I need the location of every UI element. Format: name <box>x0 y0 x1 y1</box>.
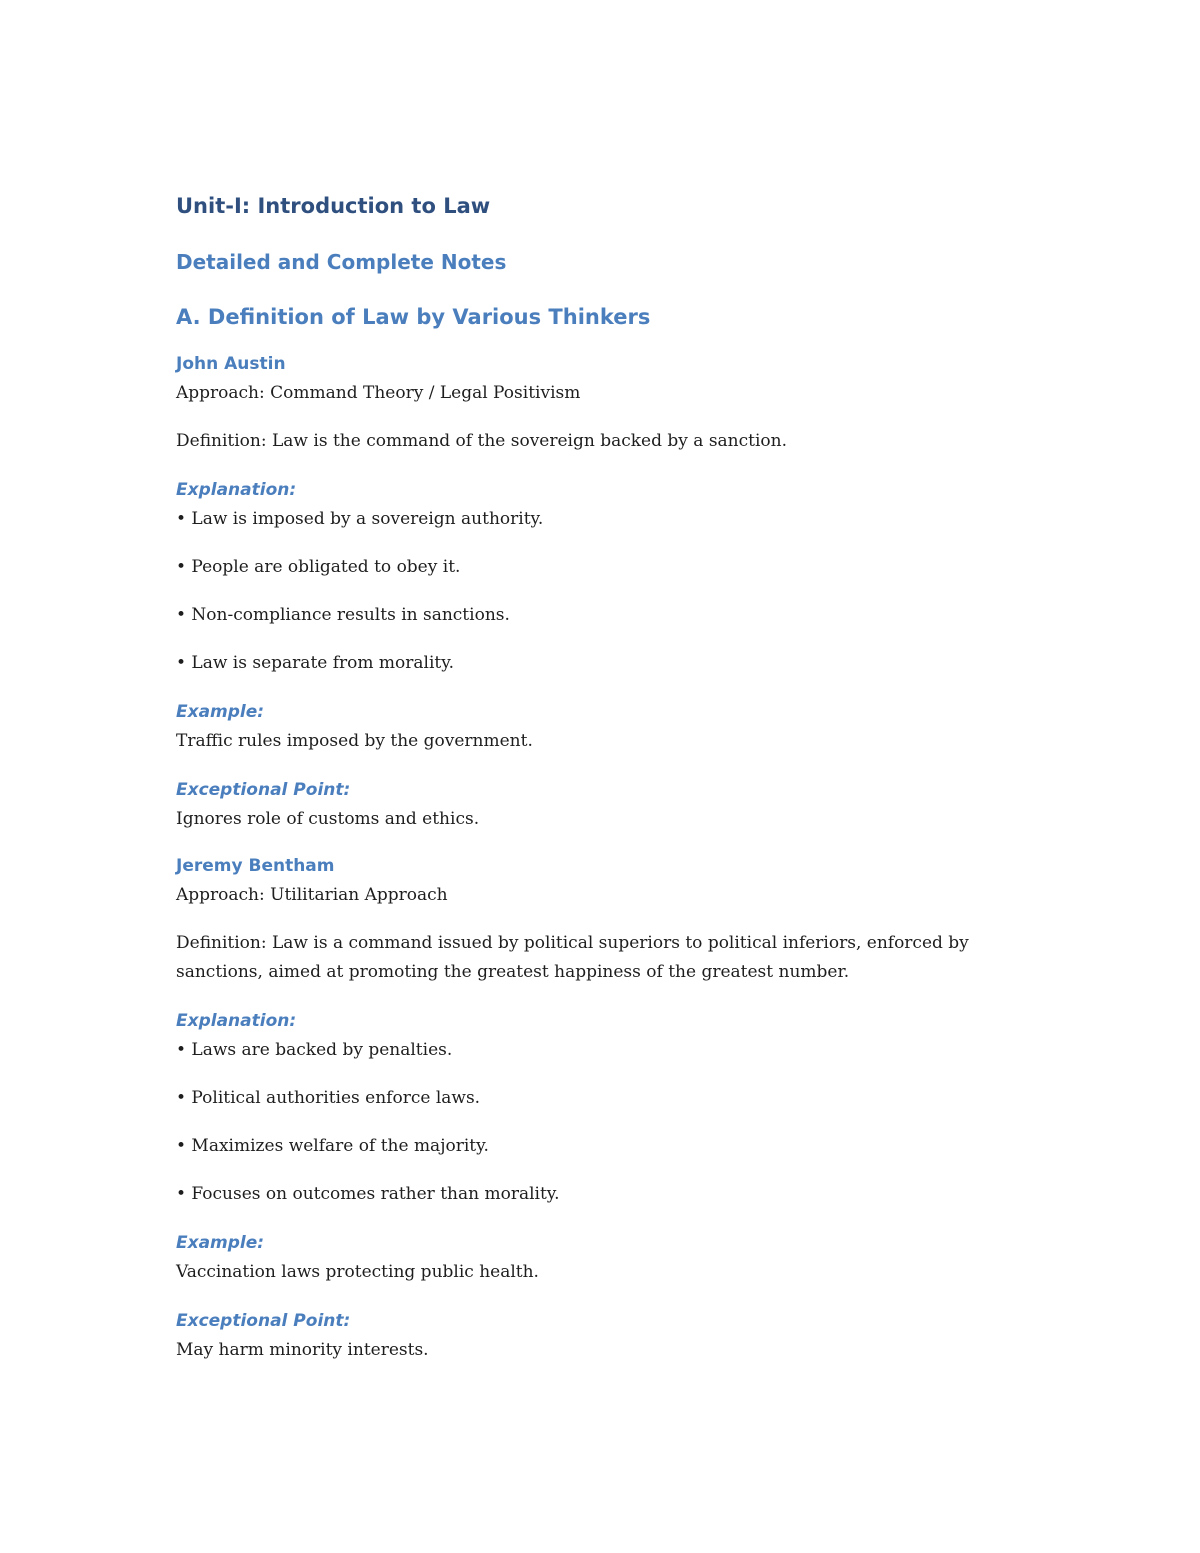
explanation-point: • Focuses on outcomes rather than morality. <box>176 1184 560 1204</box>
example-text: Traffic rules imposed by the government. <box>176 731 533 751</box>
thinker-block-bentham <box>176 851 1036 1365</box>
exceptional-point-label: Exceptional Point: <box>176 780 351 800</box>
explanation-label: Explanation: <box>176 1011 297 1031</box>
thinker-approach: Approach: Command Theory / Legal Positivism <box>176 383 581 403</box>
page-title: Unit-I: Introduction to Law <box>176 194 491 218</box>
explanation-point: • Maximizes welfare of the majority. <box>176 1136 489 1156</box>
thinker-name: Jeremy Bentham <box>176 856 335 876</box>
exceptional-point-label: Exceptional Point: <box>176 1311 351 1331</box>
exceptional-point-text: Ignores role of customs and ethics. <box>176 809 480 829</box>
thinker-block-austin <box>176 349 1036 834</box>
explanation-point: • Law is separate from morality. <box>176 653 454 673</box>
section-heading: A. Definition of Law by Various Thinkers <box>176 305 651 329</box>
example-text: Vaccination laws protecting public health. <box>176 1262 539 1282</box>
exceptional-point-text: May harm minority interests. <box>176 1340 429 1360</box>
explanation-point: • Law is imposed by a sovereign authority. <box>176 509 544 529</box>
thinker-name: John Austin <box>176 354 286 374</box>
thinker-definition: Definition: Law is the command of the sovereign backed by a sanction. <box>176 431 788 451</box>
explanation-label: Explanation: <box>176 480 297 500</box>
explanation-point: • Non-compliance results in sanctions. <box>176 605 510 625</box>
explanation-point: • Laws are backed by penalties. <box>176 1040 453 1060</box>
explanation-point: • People are obligated to obey it. <box>176 557 461 577</box>
explanation-point: • Political authorities enforce laws. <box>176 1088 481 1108</box>
document-page <box>176 188 1036 1365</box>
example-label: Example: <box>176 1233 265 1253</box>
page-subtitle: Detailed and Complete Notes <box>176 250 507 274</box>
example-label: Example: <box>176 702 265 722</box>
thinker-approach: Approach: Utilitarian Approach <box>176 885 448 905</box>
thinker-definition: Definition: Law is a command issued by political superiors to political inferiors, enforced by sanctions, aimed at promoting the greatest happiness of the greatest number. <box>176 933 969 982</box>
